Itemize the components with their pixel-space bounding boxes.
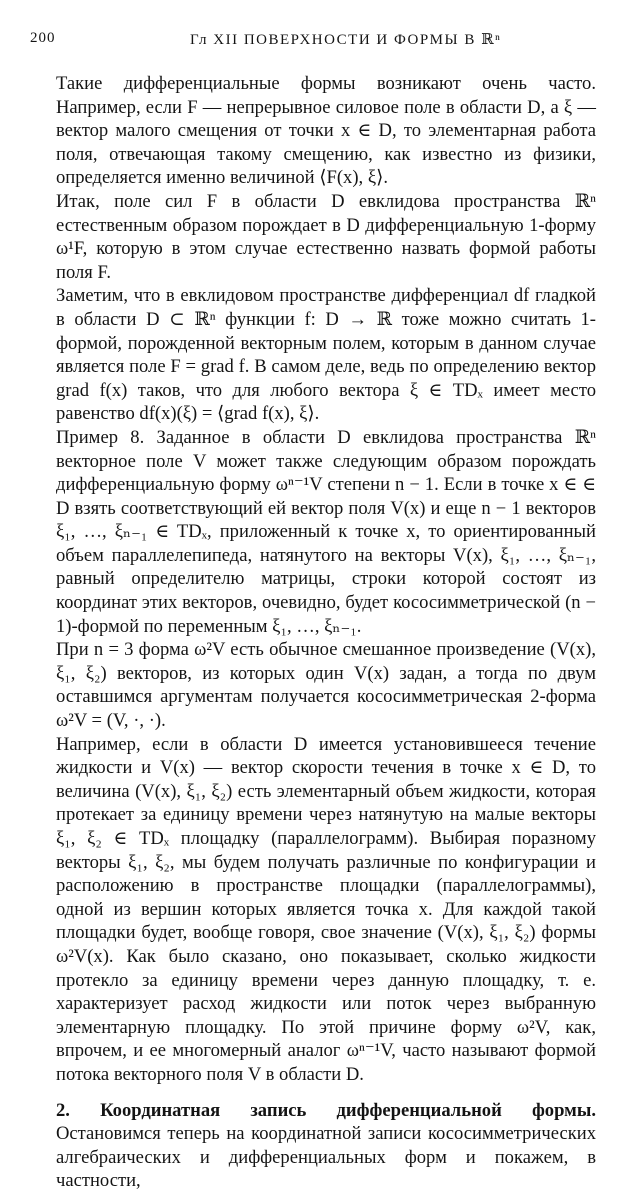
paragraph-forms-intro: Такие дифференциальные формы возникают очень часто. Например, если F — непрерывное силовое поле в области D, а ξ — вектор малого смещения от точки x ∈ D, то элементарная работа поля, отвечающая такому смещению, как известно из физики, определяется именно величиной ⟨F(x), ξ⟩.	[56, 73, 596, 189]
paragraph-example-8: Пример 8. Заданное в области D евклидова пространства ℝⁿ векторное поле V может также следующим образом порождать дифференциальную форму ωⁿ⁻¹V степени n − 1. Если в точке x ∈ ∈ D взять соответствующий ей вектор поля V(x) и еще n − 1 векторов ξ₁, …, ξₙ₋₁ ∈ TDₓ, приложенный к точке x, то ориентированный объем параллелепипеда, натянутого на векторы V(x), ξ₁, …, ξₙ₋₁, равный определителю матрицы, строки которой состоят из координат этих векторов, очевидно, будет кососимметрической (n − 1)-формой по переменным ξ₁, …, ξₙ₋₁.	[56, 426, 596, 637]
paragraph-fluid-flow: Например, если в области D имеется установившееся течение жидкости и V(x) — вектор скорости течения в точке x ∈ D, то величина (V(x), ξ₁, ξ₂) есть элементарный объем жидкости, которая протекает за единицу времени через натянутую на малые векторы ξ₁, ξ₂ ∈ TDₓ площадку (параллелограмм). Выбирая поразному векторы ξ₁, ξ₂, мы будем получать различные по конфигурации и расположению в пространстве площадки (параллелограммы), одной из вершин которых является точка x. Для каждой такой площадки будет, вообще говоря, свое значение (V(x), ξ₁, ξ₂) формы ω²V(x). Как было сказано, оно показывает, сколько жидкости протекло за единицу времени через данную площадку, т. е. характеризует расход жидкости или поток через выбранную элементарную площадку. По этой причине форму ω²V, как, впрочем, и ее многомерный аналог ωⁿ⁻¹V, часто называют формой потока векторного поля V в области D.	[56, 733, 596, 1085]
running-title: Гл XII ПОВЕРХНОСТИ И ФОРМЫ В ℝⁿ	[190, 32, 502, 48]
section-paragraph	[56, 1099, 596, 1193]
section-text: Остановимся теперь на координатной записи кососимметрических алгебраических и дифференциальных форм и покажем, в частности,	[56, 1123, 596, 1192]
page-header	[30, 30, 598, 52]
page-body	[56, 72, 596, 1193]
paragraph-work-form: Итак, поле сил F в области D евклидова пространства ℝⁿ естественным образом порождает в D дифференциальную 1-форму ω¹F, которую в этом случае естественно назвать формой работы поля F.	[56, 190, 596, 283]
paragraph-differential: Заметим, что в евклидовом пространстве дифференциал df гладкой в области D ⊂ ℝⁿ функции f: D → ℝ тоже можно считать 1-формой, порожденной векторным полем, которым в данном случае является поле F = grad f. В самом деле, ведь по определению вектор grad f(x) таков, что для любого вектора ξ ∈ TDₓ имеет место равенство df(x)(ξ) = ⟨grad f(x), ξ⟩.	[56, 285, 596, 425]
section-heading: 2. Координатная запись дифференциальной формы.	[56, 1099, 596, 1121]
page-number: 200	[30, 30, 56, 46]
paragraph-n3-case: При n = 3 форма ω²V есть обычное смешанное произведение (V(x), ξ₁, ξ₂) векторов, из которых один V(x) задан, а тогда по двум оставшимся аргументам получается кососимметрическая 2-форма ω²V = (V, ·, ·).	[56, 639, 596, 732]
